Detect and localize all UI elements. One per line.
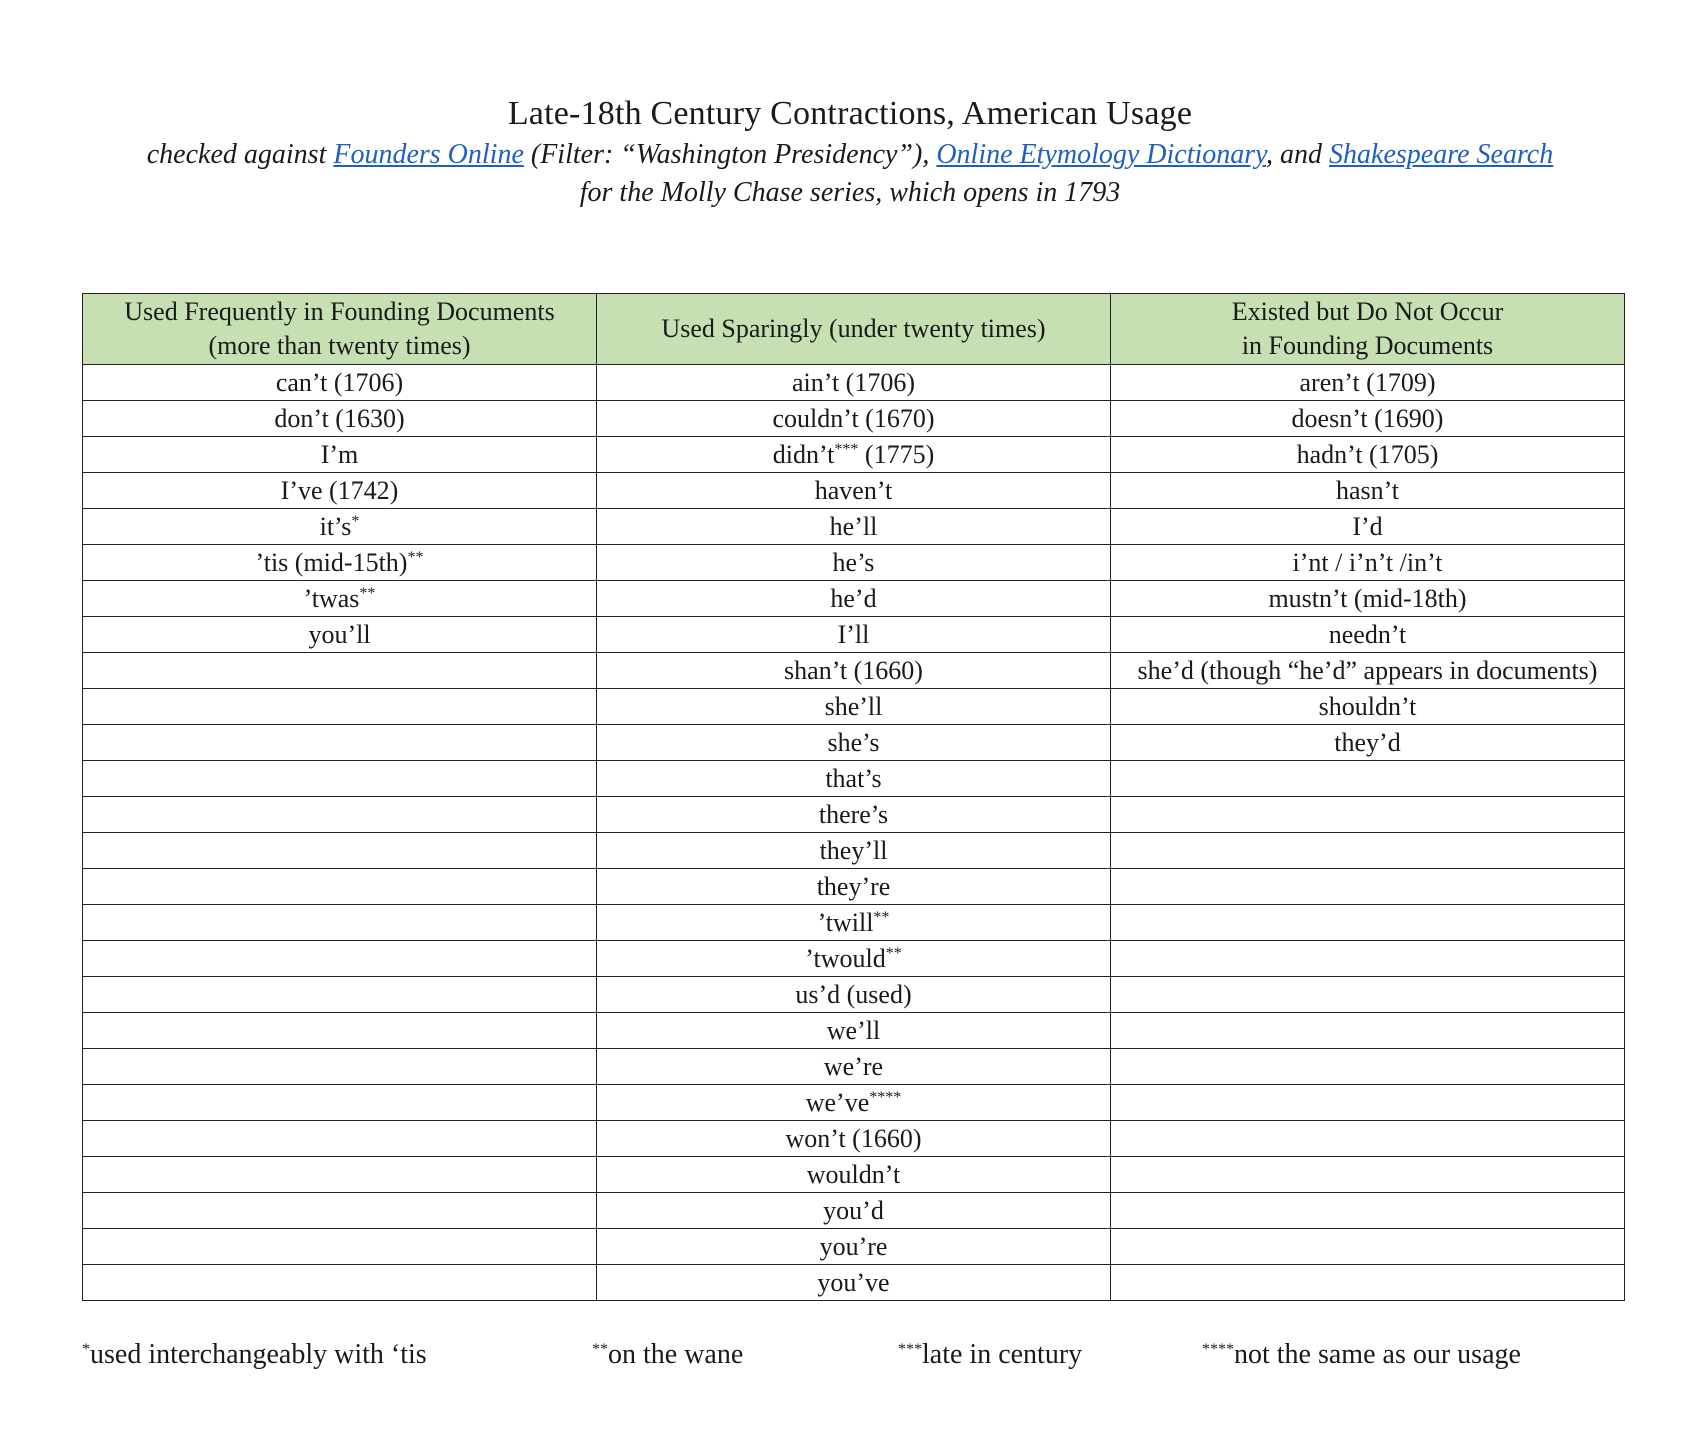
contraction-text: I’m: [320, 439, 359, 469]
cell-sparingly: [597, 941, 1111, 977]
footnote-text: late in century: [922, 1339, 1083, 1370]
contraction-text: we’ve: [805, 1087, 870, 1117]
footnote-marker: ***: [834, 440, 859, 458]
header-frequent-line1: Used Frequently in Founding Documents: [124, 297, 555, 326]
cell-frequent: [83, 545, 597, 581]
contraction-text: ’twill: [817, 907, 874, 937]
cell-frequent: [83, 725, 597, 761]
cell-absent: [1111, 761, 1625, 797]
contraction-text: wouldn’t: [806, 1159, 901, 1189]
table-row: [83, 905, 1625, 941]
cell-sparingly: [597, 977, 1111, 1013]
table-row: [83, 365, 1625, 401]
header-frequent-line2: (more than twenty times): [208, 331, 471, 360]
cell-absent: [1111, 437, 1625, 473]
header-absent-line2: in Founding Documents: [1241, 331, 1494, 360]
table-row: [83, 941, 1625, 977]
cell-absent: [1111, 797, 1625, 833]
footnote-marker: **: [359, 584, 376, 602]
contraction-text: doesn’t (1690): [1291, 403, 1444, 433]
cell-frequent: [83, 941, 597, 977]
contraction-text: can’t (1706): [275, 367, 404, 397]
cell-sparingly: [597, 833, 1111, 869]
cell-absent: [1111, 1229, 1625, 1265]
cell-frequent: [83, 1121, 597, 1157]
cell-sparingly: [597, 1265, 1111, 1301]
contraction-text: she’ll: [824, 691, 883, 721]
contraction-text: they’d: [1334, 727, 1401, 757]
table-row: [83, 437, 1625, 473]
cell-sparingly: [597, 905, 1111, 941]
cell-sparingly: [597, 1013, 1111, 1049]
header-absent-line1: Existed but Do Not Occur: [1231, 297, 1504, 326]
cell-frequent: [83, 869, 597, 905]
header-sparingly: [597, 294, 1111, 365]
table-row: [83, 1121, 1625, 1157]
etymology-dictionary-link[interactable]: Online Etymology Dictionary: [936, 139, 1267, 170]
cell-sparingly: [597, 401, 1111, 437]
table-row: [83, 1049, 1625, 1085]
cell-absent: [1111, 1157, 1625, 1193]
table-row: [83, 761, 1625, 797]
contraction-text: haven’t: [814, 475, 893, 505]
cell-absent: [1111, 1121, 1625, 1157]
cell-frequent: [83, 1229, 597, 1265]
cell-sparingly: [597, 653, 1111, 689]
contraction-text: hasn’t: [1335, 475, 1400, 505]
table-row: [83, 653, 1625, 689]
cell-sparingly: [597, 1229, 1111, 1265]
cell-sparingly: [597, 725, 1111, 761]
footnote-marker: *: [82, 1341, 90, 1358]
cell-absent: [1111, 905, 1625, 941]
contraction-text: they’re: [816, 871, 891, 901]
contraction-text: you’d: [823, 1195, 884, 1225]
cell-absent: [1111, 401, 1625, 437]
footnote-marker: ****: [869, 1088, 902, 1106]
table-row: [83, 1157, 1625, 1193]
cell-absent: [1111, 833, 1625, 869]
contraction-text: shan’t (1660): [784, 655, 923, 685]
cell-absent: [1111, 653, 1625, 689]
cell-absent: [1111, 977, 1625, 1013]
cell-sparingly: [597, 473, 1111, 509]
table-row: [83, 689, 1625, 725]
cell-sparingly: [597, 869, 1111, 905]
cell-absent: [1111, 1013, 1625, 1049]
footnote-marker: **: [407, 548, 424, 566]
contraction-text: won’t (1660): [785, 1123, 922, 1153]
contraction-text: you’re: [819, 1231, 888, 1261]
cell-absent: [1111, 1049, 1625, 1085]
document-header: [0, 92, 1700, 212]
cell-sparingly: [597, 761, 1111, 797]
table-row: [83, 581, 1625, 617]
founders-online-link[interactable]: Founders Online: [333, 139, 524, 170]
table-row: [83, 869, 1625, 905]
cell-sparingly: [597, 509, 1111, 545]
table-row: [83, 509, 1625, 545]
footnote-marker: *: [351, 512, 360, 530]
table-row: [83, 1013, 1625, 1049]
subtitle-prefix: checked against: [146, 139, 334, 170]
contraction-text: you’ve: [817, 1267, 890, 1297]
cell-absent: [1111, 1265, 1625, 1301]
footnote-text: on the wane: [608, 1339, 744, 1370]
contractions-table: [82, 293, 1625, 1301]
contraction-text: there’s: [818, 799, 889, 829]
table-row: [83, 833, 1625, 869]
cell-sparingly: [597, 365, 1111, 401]
contraction-text: he’ll: [829, 511, 878, 541]
cell-frequent: [83, 653, 597, 689]
cell-frequent: [83, 1265, 597, 1301]
footnote-marker: ***: [898, 1341, 922, 1358]
contraction-date: (1775): [858, 439, 935, 469]
cell-frequent: [83, 977, 597, 1013]
contraction-text: needn’t: [1328, 619, 1407, 649]
shakespeare-search-link[interactable]: Shakespeare Search: [1329, 139, 1554, 170]
table-row: [83, 1265, 1625, 1301]
subtitle-sources: [0, 136, 1700, 174]
footnote-text: used interchangeably with ‘tis: [90, 1339, 427, 1370]
footnote-double-star: [592, 1337, 743, 1373]
contraction-text: you’ll: [308, 619, 371, 649]
table-row: [83, 1085, 1625, 1121]
contraction-text: I’ll: [837, 619, 870, 649]
contraction-text: we’ll: [826, 1015, 881, 1045]
cell-absent: [1111, 365, 1625, 401]
table-row: [83, 797, 1625, 833]
contraction-text: aren’t (1709): [1299, 367, 1436, 397]
cell-frequent: [83, 905, 597, 941]
cell-absent: [1111, 545, 1625, 581]
cell-frequent: [83, 1085, 597, 1121]
footnote-quadruple-star: [1202, 1337, 1521, 1373]
table-row: [83, 545, 1625, 581]
cell-frequent: [83, 437, 597, 473]
subtitle-and-text: , and: [1266, 139, 1330, 170]
contraction-text: ain’t (1706): [792, 367, 915, 397]
subtitle-series: for the Molly Chase series, which opens in 1793: [579, 177, 1121, 208]
cell-sparingly: [597, 437, 1111, 473]
contraction-text: that’s: [825, 763, 882, 793]
cell-sparingly: [597, 1085, 1111, 1121]
footnote-marker: ****: [1202, 1341, 1234, 1358]
cell-frequent: [83, 401, 597, 437]
contraction-text: ’tis (mid-15th): [255, 547, 408, 577]
contraction-text: they’ll: [819, 835, 888, 865]
cell-absent: [1111, 509, 1625, 545]
contraction-text: ’twas: [303, 583, 360, 613]
cell-frequent: [83, 833, 597, 869]
cell-absent: [1111, 869, 1625, 905]
contraction-text: mustn’t (mid-18th): [1268, 583, 1467, 613]
cell-sparingly: [597, 797, 1111, 833]
contraction-text: I’ve (1742): [280, 475, 399, 505]
cell-frequent: [83, 1157, 597, 1193]
footnote-marker: **: [592, 1341, 608, 1358]
page-title: Late-18th Century Contractions, American Usage: [507, 95, 1193, 132]
cell-frequent: [83, 797, 597, 833]
cell-frequent: [83, 581, 597, 617]
cell-sparingly: [597, 689, 1111, 725]
table-row: [83, 725, 1625, 761]
table-body: [83, 365, 1625, 1301]
cell-sparingly: [597, 1121, 1111, 1157]
cell-absent: [1111, 689, 1625, 725]
cell-frequent: [83, 1193, 597, 1229]
header-sparingly-line1: Used Sparingly (under twenty times): [661, 314, 1046, 343]
cell-absent: [1111, 941, 1625, 977]
table-row: [83, 473, 1625, 509]
contraction-text: it’s: [319, 511, 352, 541]
cell-sparingly: [597, 1049, 1111, 1085]
contraction-text: she’d (though “he’d” appears in documents): [1137, 655, 1598, 685]
footnote-marker: **: [885, 944, 902, 962]
header-absent: [1111, 294, 1625, 365]
cell-absent: [1111, 617, 1625, 653]
contraction-text: I’d: [1352, 511, 1383, 541]
cell-frequent: [83, 473, 597, 509]
cell-absent: [1111, 1193, 1625, 1229]
cell-frequent: [83, 1049, 597, 1085]
footnote-text: not the same as our usage: [1234, 1339, 1521, 1370]
cell-sparingly: [597, 545, 1111, 581]
table-row: [83, 977, 1625, 1013]
cell-absent: [1111, 725, 1625, 761]
table-row: [83, 1193, 1625, 1229]
footnote-marker: **: [873, 908, 890, 926]
contraction-text: us’d (used): [795, 979, 912, 1009]
cell-sparingly: [597, 617, 1111, 653]
contraction-text: he’s: [832, 547, 875, 577]
cell-sparingly: [597, 1157, 1111, 1193]
footnote-single-star: [82, 1337, 427, 1373]
table-row: [83, 617, 1625, 653]
cell-frequent: [83, 617, 597, 653]
contraction-text: ’twould: [805, 943, 886, 973]
contraction-text: shouldn’t: [1318, 691, 1417, 721]
contraction-text: he’d: [830, 583, 877, 613]
table-row: [83, 401, 1625, 437]
cell-frequent: [83, 365, 597, 401]
header-frequent: [83, 294, 597, 365]
cell-frequent: [83, 509, 597, 545]
table-row: [83, 1229, 1625, 1265]
contraction-text: i’nt / i’n’t /in’t: [1292, 547, 1443, 577]
contraction-text: don’t (1630): [274, 403, 405, 433]
cell-frequent: [83, 761, 597, 797]
footnotes: [0, 1337, 1700, 1377]
contraction-text: she’s: [827, 727, 880, 757]
footnote-triple-star: [898, 1337, 1082, 1373]
cell-frequent: [83, 689, 597, 725]
cell-absent: [1111, 581, 1625, 617]
cell-absent: [1111, 1085, 1625, 1121]
contraction-text: couldn’t (1670): [772, 403, 935, 433]
contraction-text: didn’t: [772, 439, 835, 469]
cell-sparingly: [597, 1193, 1111, 1229]
cell-sparingly: [597, 581, 1111, 617]
table-header: [83, 294, 1625, 365]
contraction-text: we’re: [823, 1051, 884, 1081]
contraction-text: hadn’t (1705): [1296, 439, 1439, 469]
cell-frequent: [83, 1013, 597, 1049]
subtitle-filter-text: (Filter: “Washington Presidency”),: [523, 139, 937, 170]
cell-absent: [1111, 473, 1625, 509]
